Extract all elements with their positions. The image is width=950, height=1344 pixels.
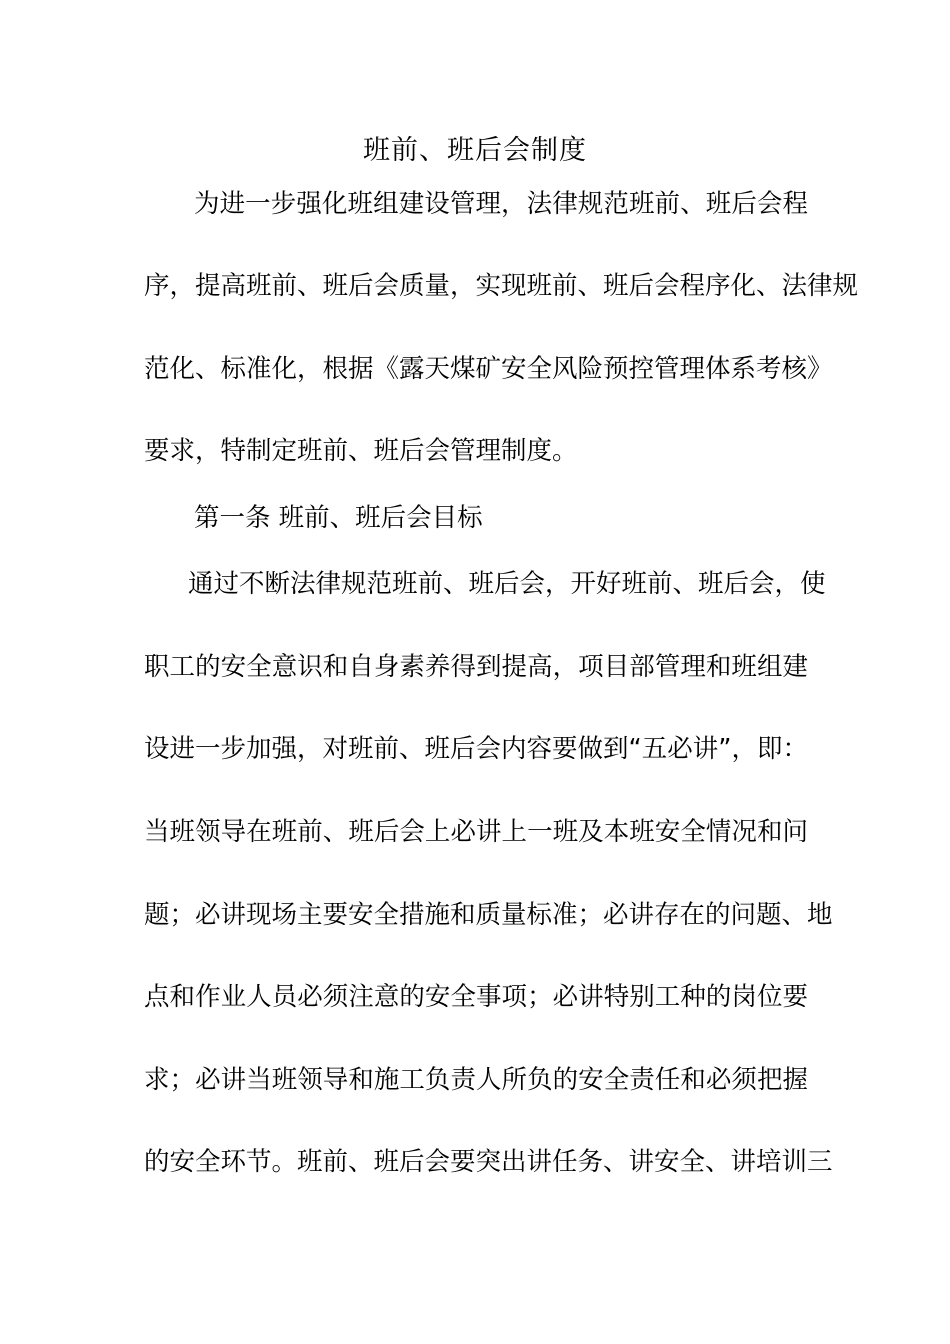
paragraph-line: 职工的安全意识和自身素养得到提高，项目部管理和班组建 [144,652,808,682]
paragraph-line: 设进一步加强，对班前、班后会内容要做到“五必讲”，即： [144,734,808,764]
paragraph-line: 求；必讲当班领导和施工负责人所负的安全责任和必须把握 [144,1065,808,1095]
paragraph-line: 通过不断法律规范班前、班后会，开好班前、班后会，使 [188,569,826,599]
paragraph-line: 要求，特制定班前、班后会管理制度。 [144,436,578,466]
paragraph-line: 序，提高班前、班后会质量，实现班前、班后会程序化、法律规 [144,271,859,301]
paragraph-line: 点和作业人员必须注意的安全事项；必讲特别工种的岗位要 [144,982,808,1012]
paragraph-line: 为进一步强化班组建设管理，法律规范班前、班后会程 [194,189,808,219]
document-title: 班前、班后会制度 [363,135,587,166]
paragraph-line: 当班领导在班前、班后会上必讲上一班及本班安全情况和问 [144,817,808,847]
paragraph-line: 的安全环节。班前、班后会要突出讲任务、讲安全、讲培训三 [144,1147,833,1177]
section-heading: 第一条 班前、班后会目标 [194,503,483,533]
paragraph-line: 范化、标准化，根据《露天煤矿安全风险预控管理体系考核》 [144,354,833,384]
paragraph-line: 题；必讲现场主要安全措施和质量标准；必讲存在的问题、地 [144,900,833,930]
